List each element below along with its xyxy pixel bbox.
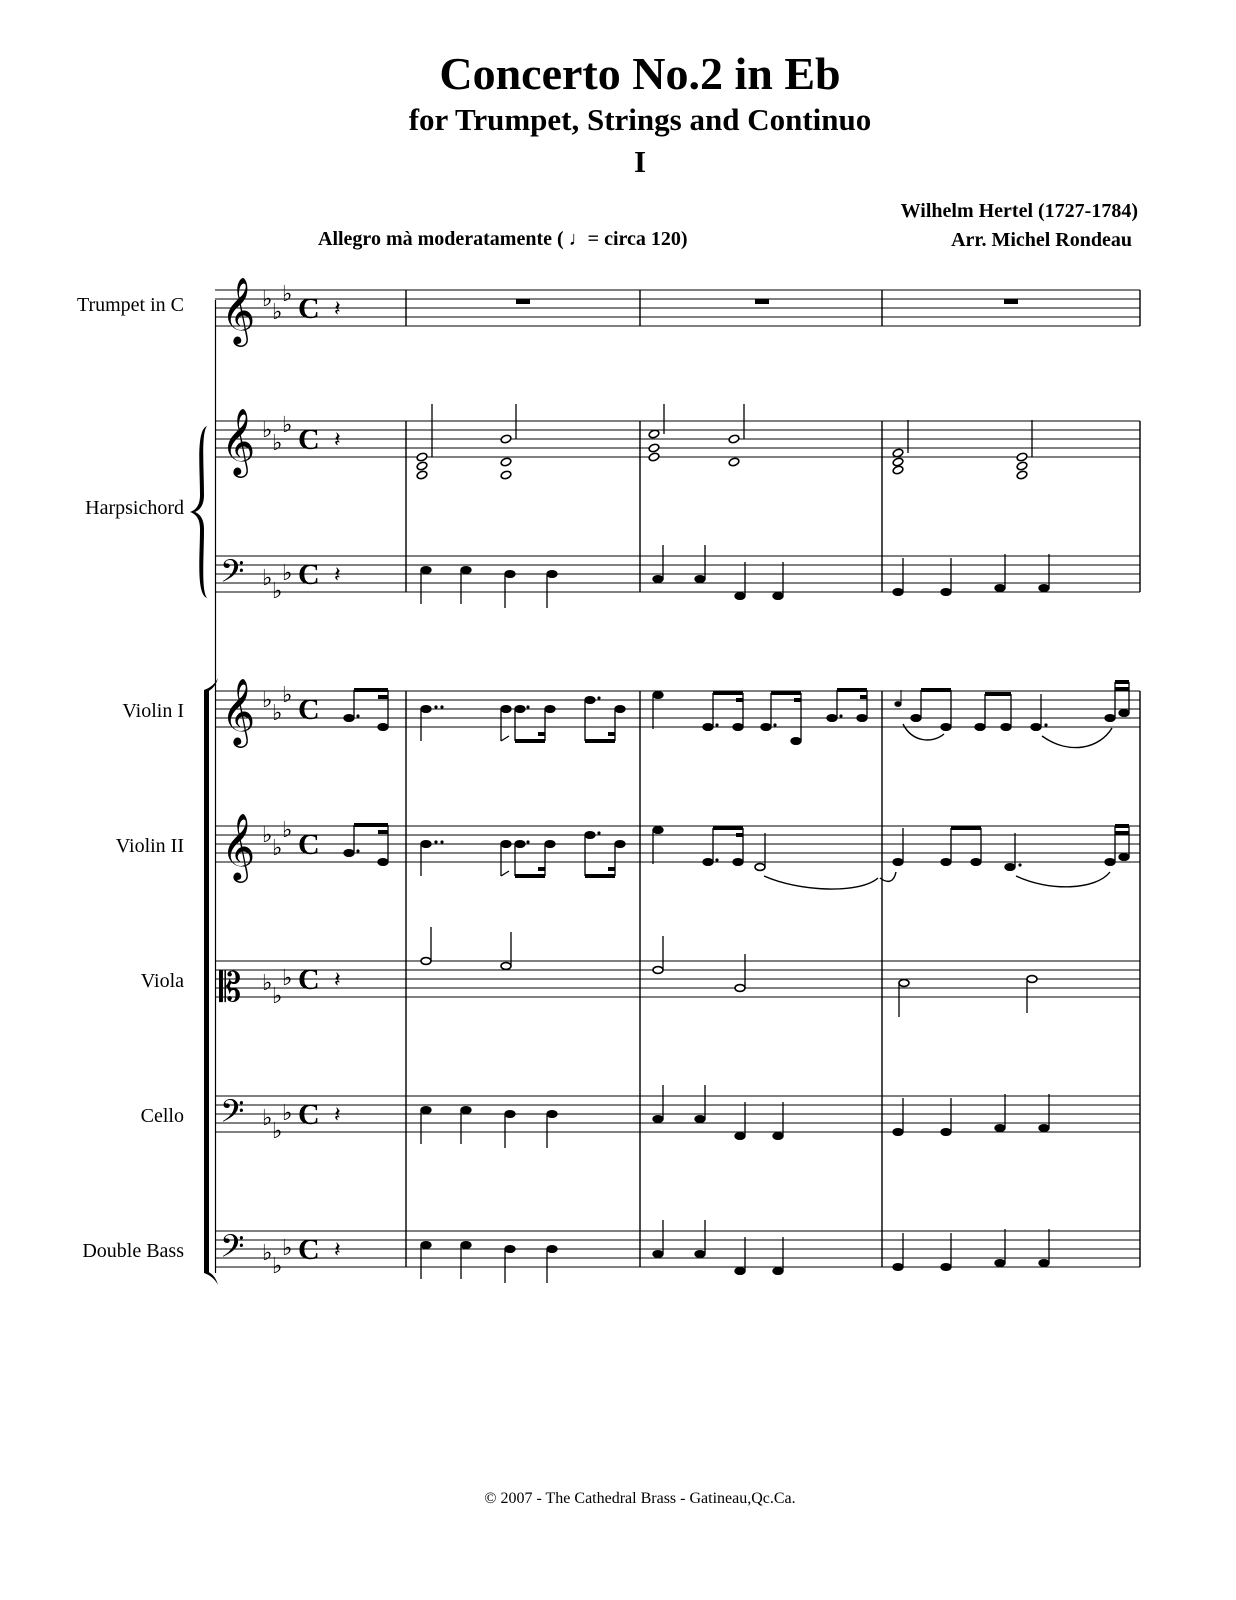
common-time-icon (298, 292, 320, 1266)
composer-credit: Wilhelm Hertel (1727-1784) (900, 200, 1138, 222)
clefs (219, 276, 320, 1279)
svg-text:♭: ♭ (262, 688, 273, 713)
cello-notes (421, 1085, 1049, 1148)
svg-text:♭: ♭ (282, 1236, 293, 1261)
quarter-rest-icon (334, 297, 341, 1263)
svg-text:𝄽: 𝄽 (334, 428, 341, 453)
svg-text:♭: ♭ (272, 701, 283, 726)
svg-text:C: C (298, 1233, 320, 1266)
harpsichord-treble-notes (416, 404, 1032, 480)
svg-text:𝄽: 𝄽 (334, 1238, 341, 1263)
svg-text:♭: ♭ (272, 1254, 283, 1279)
svg-text:♭: ♭ (262, 566, 273, 591)
staff-lines (215, 290, 1140, 1267)
svg-text:♭: ♭ (272, 984, 283, 1009)
copyright-footer: © 2007 - The Cathedral Brass - Gatineau,Qc.Ca. (484, 1490, 796, 1507)
svg-text:♭: ♭ (272, 579, 283, 604)
svg-text:C: C (298, 423, 320, 456)
label-violin-1: Violin I (122, 700, 184, 722)
bass-line-notes (421, 545, 1049, 1283)
label-trumpet: Trumpet in C (76, 294, 184, 316)
svg-text:C: C (298, 1098, 320, 1131)
svg-text:♭: ♭ (282, 683, 293, 708)
tempo-value: = circa 120) (587, 228, 688, 250)
svg-text:♭: ♭ (272, 431, 283, 456)
svg-text:𝄢: 𝄢 (220, 553, 245, 597)
movement-number: I (633, 144, 647, 179)
label-violin-2: Violin II (115, 835, 184, 857)
svg-text:♭: ♭ (262, 1241, 273, 1266)
svg-text:𝄞: 𝄞 (221, 276, 256, 344)
svg-text:♭: ♭ (272, 836, 283, 861)
quarter-note-icon: ♩ (568, 228, 589, 250)
staff-viola (215, 961, 1140, 997)
svg-text:♭: ♭ (262, 287, 273, 312)
svg-text:♭: ♭ (262, 971, 273, 996)
svg-text:𝄞: 𝄞 (221, 407, 256, 475)
svg-text:♭: ♭ (282, 1101, 293, 1126)
svg-text:C: C (298, 828, 320, 861)
svg-text:♭: ♭ (262, 418, 273, 443)
label-viola: Viola (140, 970, 184, 992)
viola-notes (421, 927, 1037, 1017)
svg-text:♭: ♭ (272, 1119, 283, 1144)
svg-text:𝄡: 𝄡 (219, 965, 242, 1011)
svg-text:♭: ♭ (282, 561, 293, 586)
svg-text:C: C (298, 693, 320, 726)
svg-text:♭: ♭ (282, 818, 293, 843)
svg-text:C: C (298, 558, 320, 591)
svg-text:♭: ♭ (282, 966, 293, 991)
flat-key-signature (262, 282, 292, 1279)
label-cello: Cello (140, 1105, 184, 1127)
label-harpsichord: Harpsichord (85, 497, 184, 519)
svg-text:𝄽: 𝄽 (334, 297, 341, 322)
svg-text:♭: ♭ (272, 300, 283, 325)
harpsichord-brace (190, 426, 207, 598)
alto-clef-icon (219, 965, 241, 1011)
whole-rest-icon (516, 299, 1018, 304)
svg-text:𝄢: 𝄢 (220, 1228, 245, 1272)
svg-text:♭: ♭ (262, 1106, 273, 1131)
svg-text:𝄞: 𝄞 (221, 812, 256, 880)
svg-text:♭: ♭ (262, 823, 273, 848)
svg-text:𝄞: 𝄞 (221, 677, 256, 745)
harpsichord-bass-notes (421, 545, 1049, 608)
svg-text:𝄽: 𝄽 (334, 1103, 341, 1128)
score-title: Concerto No.2 in Eb (439, 48, 841, 99)
staff-harpsichord-treble (215, 421, 1140, 457)
bass-clef-icon (220, 553, 244, 1272)
svg-text:♭: ♭ (282, 282, 293, 307)
svg-text:C: C (298, 963, 320, 996)
svg-text:♭: ♭ (282, 413, 293, 438)
svg-text:𝄢: 𝄢 (220, 1093, 245, 1137)
tempo-text: Allegro mà moderatamente ( (318, 228, 564, 250)
svg-text:C: C (298, 292, 320, 325)
score-subtitle: for Trumpet, Strings and Continuo (408, 102, 872, 137)
svg-text:𝄽: 𝄽 (334, 968, 341, 993)
label-double-bass: Double Bass (82, 1240, 184, 1262)
arranger-credit: Arr. Michel Rondeau (951, 229, 1132, 251)
double-bass-notes (421, 1220, 1049, 1283)
staff-trumpet (215, 290, 1140, 326)
svg-text:𝄽: 𝄽 (334, 563, 341, 588)
violin-1-notes (344, 682, 1129, 748)
